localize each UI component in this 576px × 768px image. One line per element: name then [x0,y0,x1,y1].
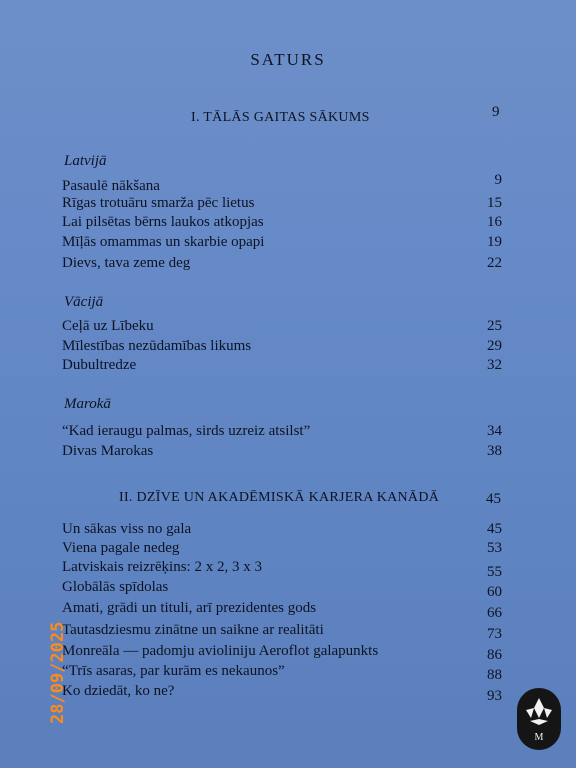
section-heading-latvija: Latvijā [64,153,107,169]
toc-entry-title: Dievs, tava zeme deg [62,255,191,271]
logo-letter: M [534,732,544,743]
page-title: SATURS [250,50,326,69]
toc-entry [62,355,502,375]
toc-entry-title: Monreāla — padomju avioliniju Aeroflot galapunkts [62,643,379,659]
toc-entry [62,681,502,704]
toc-entry-title: Mīlestības nezūdamības likums [62,338,252,354]
toc-entry [62,316,502,336]
toc-entry-page: 88 [487,667,502,683]
toc-entry-title: Latviskais reizrēķins: 2 x 2, 3 x 3 [62,559,262,575]
toc-entry-title: Dubultredze [62,357,137,373]
toc-entry-page: 19 [487,234,502,250]
part-1-page: 9 [492,104,500,120]
toc-entry-title: Mīļās omammas un skarbie opapi [62,234,265,250]
date-stamp-text: 28/09/2025 [48,621,68,724]
toc-entry-page: 66 [487,605,502,621]
toc-entry-page: 53 [487,540,502,556]
toc-entry-page: 45 [487,521,502,537]
toc-entry [62,441,502,461]
toc-entry-title: Ko dziedāt, ko ne? [62,683,175,699]
toc-entry [62,336,502,356]
toc-entry-title: “Trīs asaras, par kurām es nekaunos” [62,663,285,679]
toc-entry [62,212,502,232]
toc-entry-page: 93 [487,688,502,704]
toc-entry-page: 60 [487,584,502,600]
toc-entry-title: Divas Marokas [62,443,154,459]
toc-entry-page: 29 [487,338,502,354]
toc-entry-title: Amati, grādi un tituli, arī prezidentes gods [62,600,317,616]
toc-entry-title: Tautasdziesmu zinātne un saikne ar realitāti [62,622,324,638]
toc-entry-title: Ceļā uz Lībeku [62,318,154,334]
toc-entry [62,193,502,213]
toc-entry-page: 9 [494,172,502,188]
toc-entry-page: 16 [487,214,502,230]
toc-entry [62,598,502,621]
toc-entry-title: Viena pagale nedeg [62,540,180,556]
toc-entry-title: Pasaulē nākšana [62,178,160,194]
section-heading-maroka: Marokā [64,396,111,412]
toc-entry-page: 73 [487,626,502,642]
part-2-title: II. DZĪVE UN AKADĒMISKĀ KARJERA KANĀDĀ [119,490,440,505]
toc-entry-title: “Kad ieraugu palmas, sirds uzreiz atsilst” [62,423,311,439]
toc-entry-page: 34 [487,423,502,439]
date-stamp [44,600,74,730]
toc-entry [62,519,502,539]
toc-entry-page: 22 [487,255,502,271]
toc-entry [62,253,502,273]
toc-entry [62,538,502,558]
toc-entry [62,620,502,640]
toc-entry-title: Lai pilsētas bērns laukos atkopjas [62,214,264,230]
toc-entry [62,577,502,600]
toc-entry-title: Un sākas viss no gala [62,521,192,537]
toc-entry [62,641,502,661]
section-heading-vacija: Vācijā [64,294,104,310]
toc-entry-page: 55 [487,564,502,580]
part-1-title: I. TĀLĀS GAITAS SĀKUMS [191,110,370,125]
toc-entry [62,421,502,441]
toc-entry-title: Globālās spīdolas [62,579,169,595]
toc-entry-page: 32 [487,357,502,373]
toc-entry-page: 25 [487,318,502,334]
toc-entry [62,557,502,580]
toc-entry [62,661,502,681]
logo-badge [517,688,561,750]
part-2-page: 45 [486,491,501,507]
toc-entry-page: 86 [487,647,502,663]
toc-entry [62,232,502,252]
lily-emblem-icon [517,688,561,750]
toc-entry-title: Rīgas trotuāru smarža pēc lietus [62,195,255,211]
toc-entry-page: 38 [487,443,502,459]
toc-entry-page: 15 [487,195,502,211]
